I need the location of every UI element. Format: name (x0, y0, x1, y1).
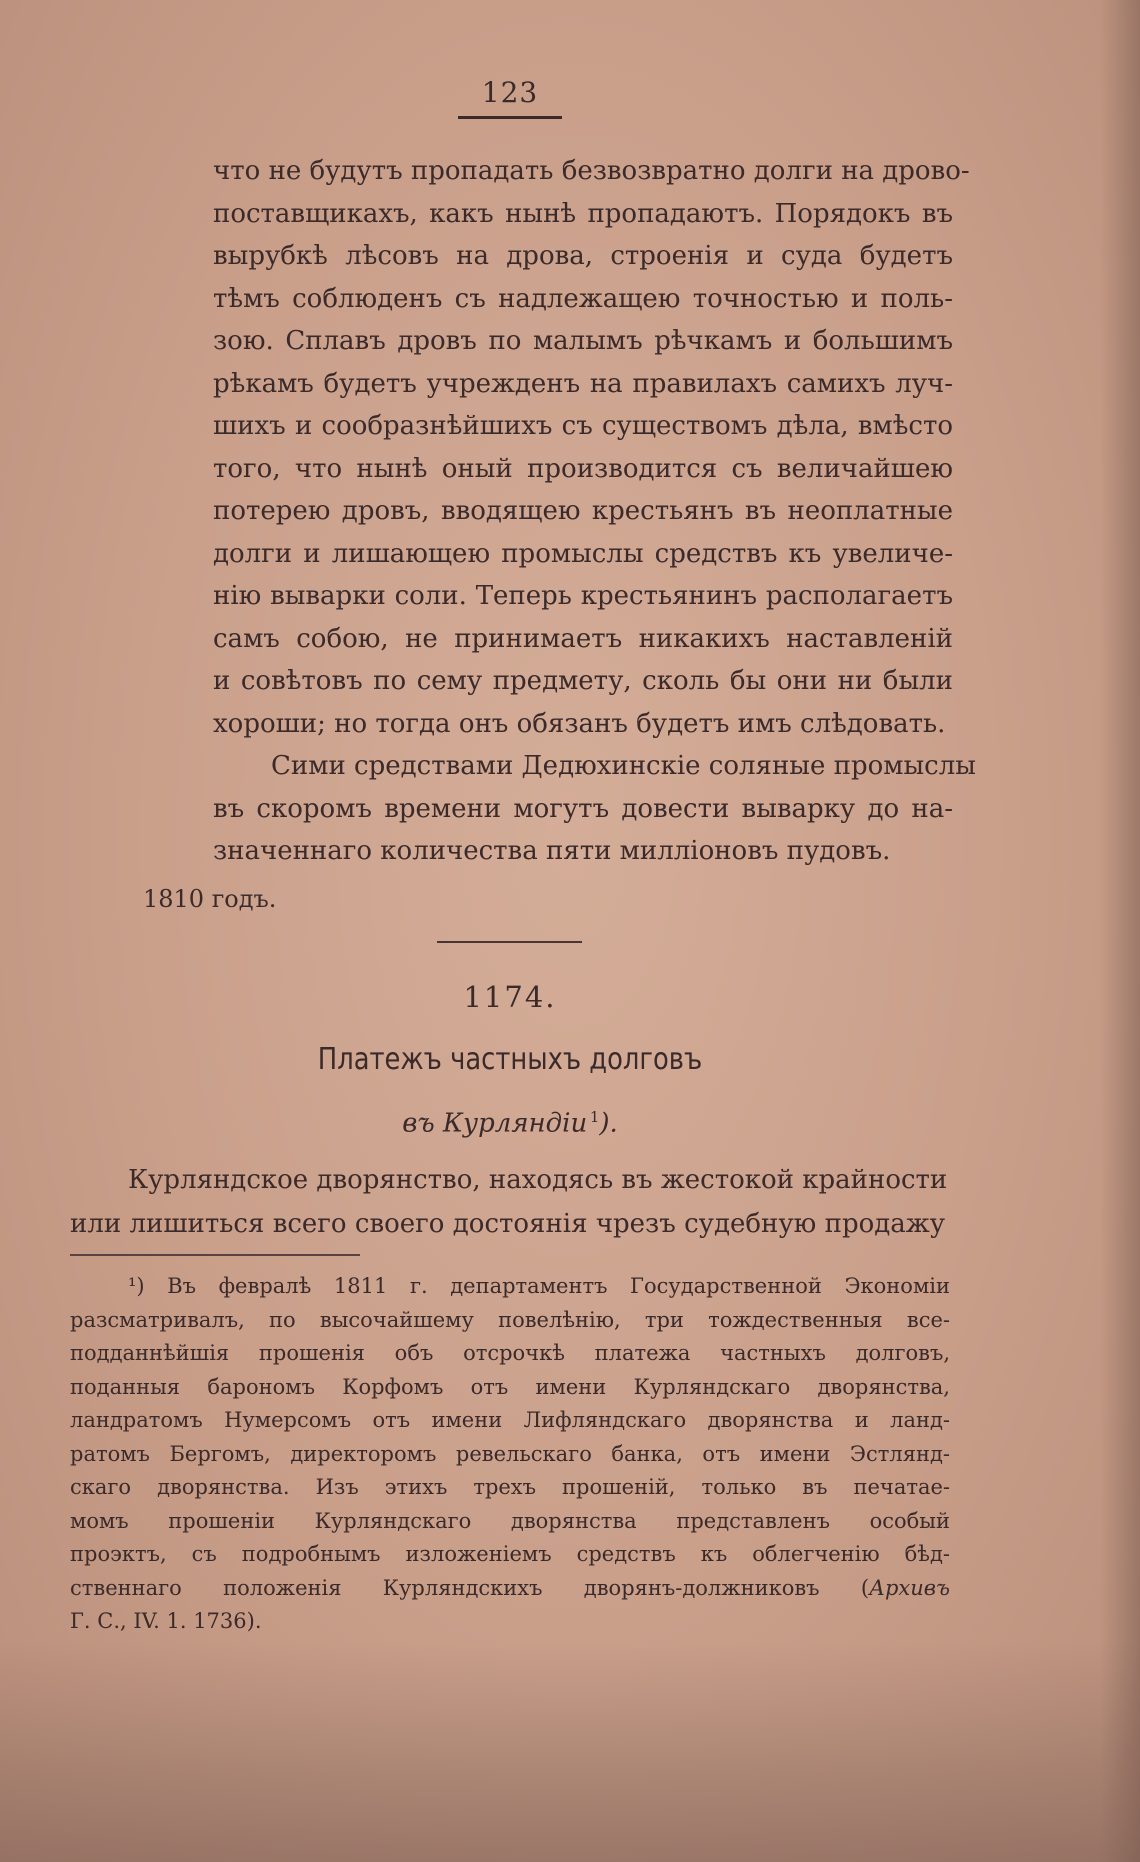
footnote-line: момъ прошеніи Курляндскаго дворянства представленъ особый (70, 1508, 950, 1533)
page-number: 123 (481, 76, 539, 109)
footnote-line: ратомъ Бергомъ, директоромъ ревельскаго банка, отъ имени Эстлянд- (70, 1441, 950, 1466)
text-line: того, что нынѣ оный производится съ величайшею (213, 453, 953, 484)
main-text (213, 150, 976, 873)
footnote-marker: 1 (589, 1108, 600, 1126)
text-line: Сими средствами Дедюхинскіе соляные промыслы (271, 751, 976, 781)
year-line: 1810 годъ. (143, 885, 277, 913)
text-line: рѣкамъ будетъ учрежденъ на правилахъ самихъ луч- (213, 368, 953, 399)
section-title: Платежъ частныхъ долговъ (317, 1042, 703, 1077)
archive-reference: Архивъ (869, 1575, 950, 1600)
text-line: или лишиться всего своего достоянія чрезъ судебную продажу (70, 1209, 945, 1239)
section-subtitle-close: ). (599, 1108, 618, 1139)
text-line: поставщикахъ, какъ нынѣ пропадаютъ. Порядокъ въ (213, 198, 953, 229)
page-number-rule (458, 116, 562, 119)
text-line: тѣмъ соблюденъ съ надлежащею точностью и поль- (213, 283, 953, 314)
text-line: нію выварки соли. Теперь крестьянинъ располагаетъ (213, 581, 953, 611)
section-number: 1174. (463, 980, 557, 1014)
text-line: въ скоромъ времени могутъ довести выварку до на- (213, 793, 953, 824)
text-line: вырубкѣ лѣсовъ на дрова, строенія и суда будетъ (213, 241, 953, 271)
footnote-line: скаго дворянства. Изъ этихъ трехъ прошеній, только въ печатае- (70, 1475, 950, 1499)
footnote-line-text: ственнаго положенія Курляндскихъ дворянъ-должниковъ ( (70, 1575, 870, 1600)
text-line: шихъ и сообразнѣйшихъ съ существомъ дѣла, вмѣсто (213, 411, 953, 441)
footnote-line: проэктъ, съ подробнымъ изложеніемъ средствъ къ облегченію бѣд- (70, 1542, 950, 1566)
text-line: что не будутъ пропадать безвозвратно долги на дрово- (213, 156, 970, 186)
footnote-line: разсматривалъ, по высочайшему повелѣнію, три тождественныя все- (70, 1307, 950, 1332)
text-line: зою. Сплавъ дровъ по малымъ рѣчкамъ и большимъ (213, 326, 953, 356)
footnote-line: поданныя барономъ Корфомъ отъ имени Курляндскаго дворянства, (70, 1374, 950, 1399)
footnote-line: подданнѣйшія прошенія объ отсрочкѣ платежа частныхъ долговъ, (70, 1341, 950, 1365)
footnote-line: ландратомъ Нумерсомъ отъ имени Лифляндскаго дворянства и ланд- (70, 1408, 950, 1432)
footnote-line (70, 1572, 950, 1606)
footnote-line: ¹) Въ февралѣ 1811 г. департаментъ Государственной Экономіи (128, 1274, 950, 1298)
footnote (70, 1270, 950, 1639)
text-line: значеннаго количества пяти милліоновъ пудовъ. (213, 836, 891, 866)
footnote-line: Г. С., IV. 1. 1736). (70, 1609, 262, 1633)
section-divider (437, 941, 582, 943)
text-line: потерею дровъ, вводящею крестьянъ въ неоплатные (213, 496, 953, 526)
footnote-divider (70, 1254, 360, 1256)
section-subtitle (0, 1108, 1020, 1139)
text-line: долги и лишающею промыслы средствъ къ увеличе- (213, 538, 953, 569)
section-subtitle-text: въ Курляндіи (402, 1108, 588, 1139)
text-line: и совѣтовъ по сему предмету, сколь бы они ни были (213, 666, 953, 696)
text-line: хороши; но тогда онъ обязанъ будетъ имъ слѣдовать. (213, 708, 946, 739)
text-line: самъ собою, не принимаетъ никакихъ наставленій (213, 623, 953, 654)
section-text (70, 1158, 948, 1246)
text-line: Курляндское дворянство, находясь въ жестокой крайности (128, 1165, 948, 1195)
